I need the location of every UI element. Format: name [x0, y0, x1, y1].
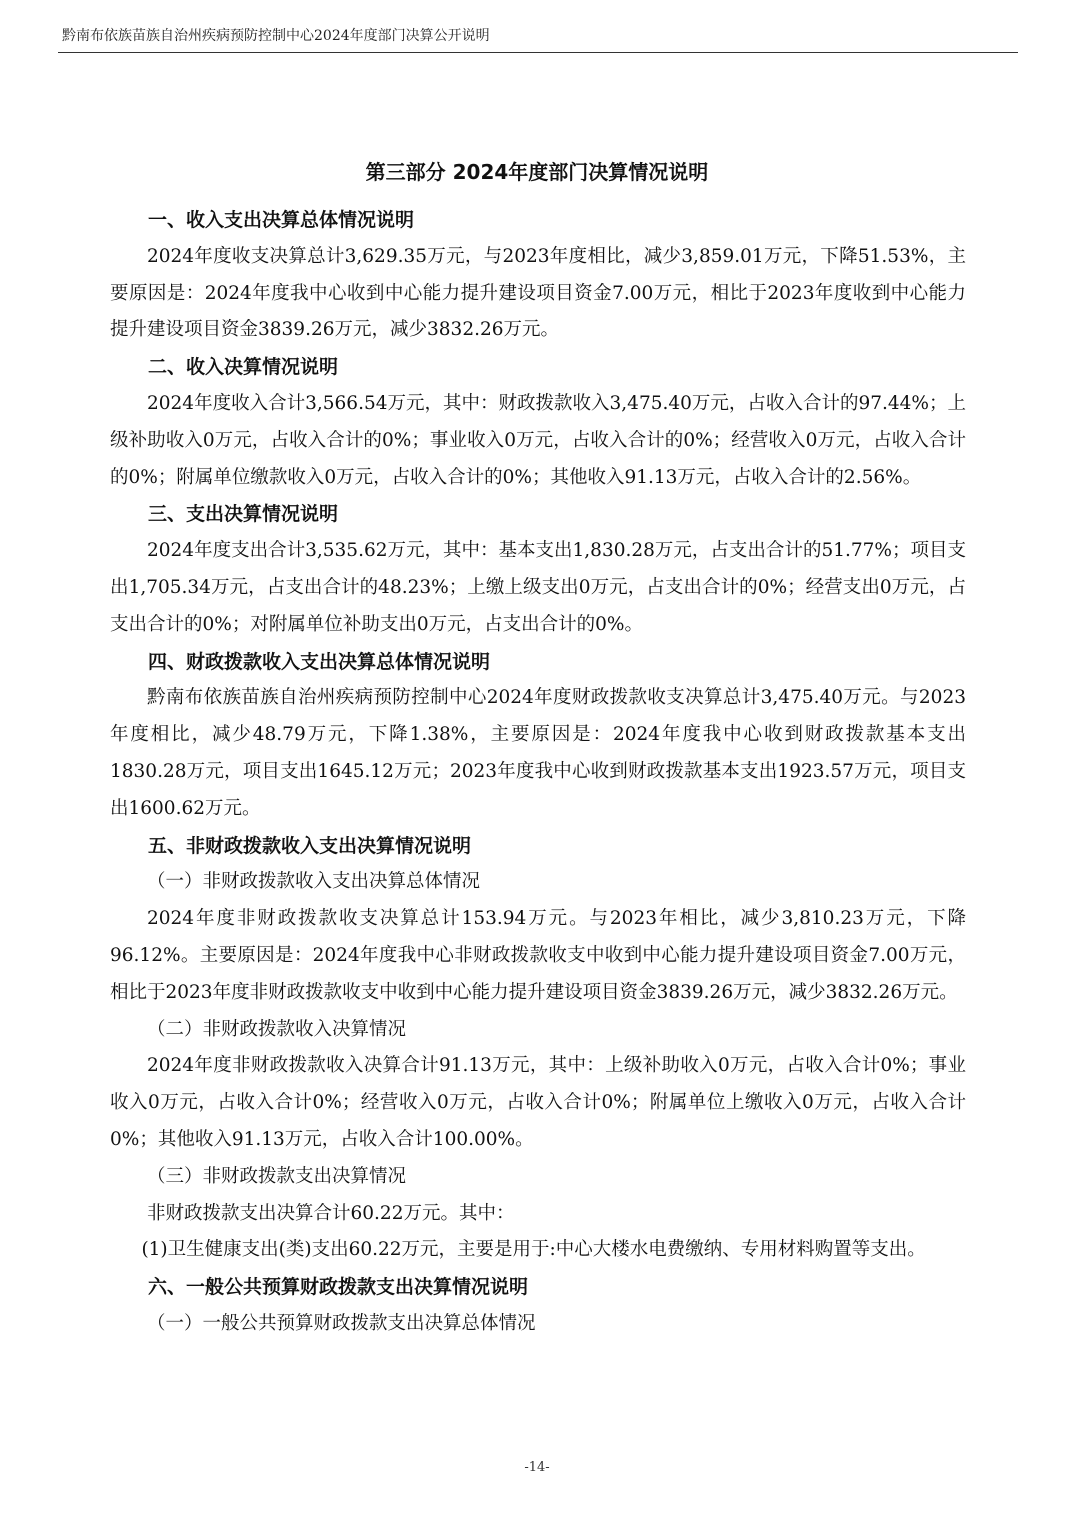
- running-header: 黔南布依族苗族自治州疾病预防控制中心2024年度部门决算公开说明: [62, 28, 490, 44]
- page-number: -14-: [524, 1460, 550, 1475]
- section-4-paragraph: 黔南布依族苗族自治州疾病预防控制中心2024年度财政拨款收支决算总计3,475.40万元。与2023年度相比，减少48.79万元，下降1.38%，主要原因是：2024年度我中心收到财政拨款基本支出1830.28万元，项目支出1645.12万元；2023年度我中心收到财政拨款基本支出1923.57万元，项目支出1600.62万元。: [110, 687, 966, 819]
- section-5-subheading-1: （一）非财政拨款收入支出决算总体情况: [147, 871, 481, 893]
- section-heading-1: 一、收入支出决算总体情况说明: [148, 209, 415, 231]
- section-3-paragraph: 2024年度支出合计3,535.62万元，其中：基本支出1,830.28万元，占支出合计的51.77%；项目支出1,705.34万元，占支出合计的48.23%；上缴上级支出0万元，占支出合计的0%；经营支出0万元，占支出合计的0%；对附属单位补助支出0万元，占支出合计的0%。: [110, 540, 966, 635]
- section-5-paragraph-3: 非财政拨款支出决算合计60.22万元。其中：: [147, 1202, 515, 1224]
- section-heading-2: 二、收入决算情况说明: [148, 356, 339, 379]
- section-5-subheading-3: （三）非财政拨款支出决算情况: [147, 1165, 407, 1187]
- section-1-paragraph: 2024年度收支决算总计3,629.35万元，与2023年度相比，减少3,859.01万元，下降51.53%，主要原因是：2024年度我中心收到中心能力提升建设项目资金7.00万元，相比于2023年度收到中心能力提升建设项目资金3839.26万元，减少3832.26万元。: [110, 245, 966, 341]
- section-heading-3: 三、支出决算情况说明: [148, 503, 339, 526]
- section-5-list-item: (1)卫生健康支出(类)支出60.22万元，主要是用于:中心大楼水电费缴纳、专用材料购置等支出。: [141, 1239, 926, 1261]
- section-heading-4: 四、财政拨款收入支出决算总体情况说明: [148, 650, 491, 673]
- section-6-subheading-1: （一）一般公共预算财政拨款支出决算总体情况: [147, 1312, 536, 1334]
- header-rule: [58, 52, 1018, 53]
- section-heading-6: 六、一般公共预算财政拨款支出决算情况说明: [148, 1276, 529, 1299]
- section-5-subheading-2: （二）非财政拨款收入决算情况: [147, 1018, 407, 1040]
- section-5-paragraph-1: 2024年度非财政拨款收支决算总计153.94万元。与2023年相比，减少3,810.23万元，下降96.12%。主要原因是：2024年度我中心非财政拨款收支中收到中心能力提升建设项目资金7.00万元，相比于2023年度非财政拨款收支中收到中心能力提升建设项目资金3839.26万元，减少3832.26万元。: [110, 908, 966, 1003]
- section-2-paragraph: 2024年度收入合计3,566.54万元，其中：财政拨款收入3,475.40万元，占收入合计的97.44%；上级补助收入0万元，占收入合计的0%；事业收入0万元，占收入合计的0%；经营收入0万元，占收入合计的0%；附属单位缴款收入0万元，占收入合计的0%；其他收入91.13万元，占收入合计的2.56%。: [110, 392, 966, 488]
- page-title: 第三部分 2024年度部门决算情况说明: [365, 160, 709, 184]
- document-body: [110, 202, 966, 1343]
- section-5-paragraph-2: 2024年度非财政拨款收入决算合计91.13万元，其中：上级补助收入0万元，占收入合计0%；事业收入0万元，占收入合计0%；经营收入0万元，占收入合计0%；附属单位上缴收入0万元，占收入合计0%；其他收入91.13万元，占收入合计100.00%。: [110, 1055, 966, 1150]
- section-heading-5: 五、非财政拨款收入支出决算情况说明: [148, 834, 472, 857]
